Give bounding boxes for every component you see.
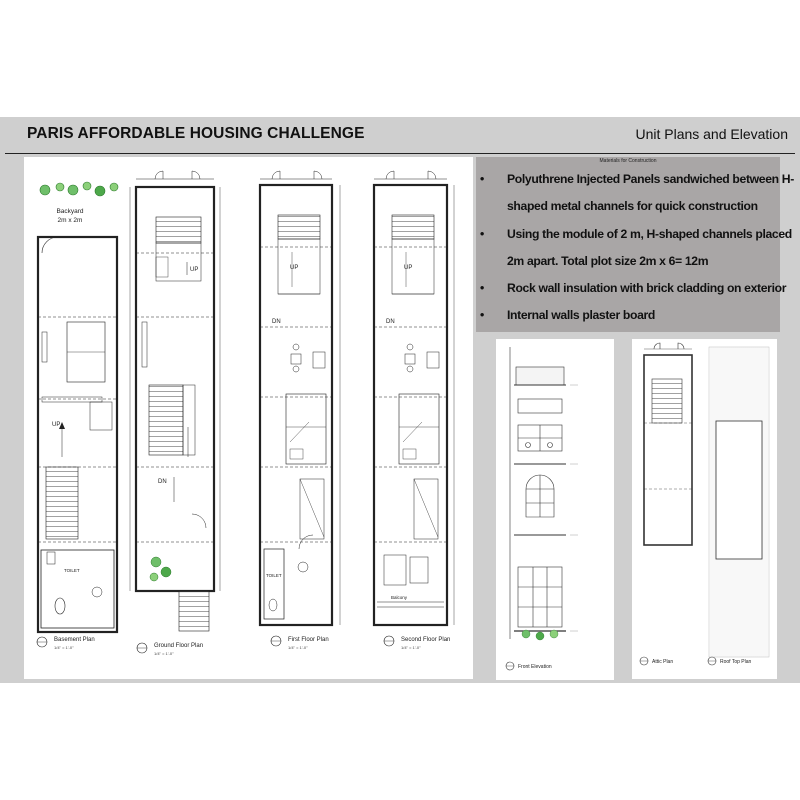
basement-toilet-label: TOILET (64, 568, 80, 573)
bullet-dot: • (480, 227, 484, 241)
material-line: shaped metal channels for quick construction (507, 199, 758, 213)
bullet-dot: • (480, 281, 484, 295)
materials-heading: Materials for Construction (599, 158, 657, 164)
first-plan-scale: 1/4" = 1'-0" (288, 645, 308, 650)
bullet-dot: • (480, 172, 484, 186)
sheet-subtitle: Unit Plans and Elevation (635, 126, 788, 142)
attic-rooftop-drawing (632, 339, 777, 679)
second-balcony-label: Balcony (391, 595, 408, 600)
basement-plan-scale: 1/4" = 1'-0" (54, 645, 74, 650)
first-up-label: UP (290, 265, 299, 271)
material-line: 2m apart. Total plot size 2m x 6= 12m (507, 254, 709, 268)
first-dn-label: DN (272, 319, 281, 325)
basement-plan-title: Basement Plan (54, 637, 95, 643)
rooftop-plan-title: Roof Top Plan (720, 659, 752, 665)
attic-plan-title: Attic Plan (652, 659, 674, 665)
basement-plan (37, 182, 118, 650)
ground-up-label: UP (190, 267, 199, 273)
floor-plans-panel (24, 157, 473, 679)
attic-rooftop-panel (632, 339, 777, 679)
first-plan-title: First Floor Plan (288, 637, 329, 643)
first-floor-plan (260, 171, 340, 650)
ground-floor-plan (130, 171, 220, 656)
second-plan-title: Second Floor Plan (401, 637, 451, 643)
backyard-size: 2m x 2m (57, 217, 83, 224)
ground-plan-title: Ground Floor Plan (154, 643, 204, 649)
backyard-label: Backyard (56, 208, 84, 215)
sheet-title: PARIS AFFORDABLE HOUSING CHALLENGE (27, 125, 365, 142)
ground-plan-scale: 1/4" = 1'-0" (154, 651, 174, 656)
basement-up-label: UP (52, 422, 61, 428)
second-dn-label: DN (386, 319, 395, 325)
second-plan-scale: 1/4" = 1'-0" (401, 645, 421, 650)
second-up-label: UP (404, 265, 413, 271)
title-rule (5, 153, 795, 154)
front-elevation-drawing (496, 339, 614, 680)
material-line: Polyuthrene Injected Panels sandwiched between H- (507, 172, 794, 186)
material-line: Internal walls plaster board (507, 308, 656, 322)
floor-plans-drawing (24, 157, 473, 679)
bullet-dot: • (480, 308, 484, 322)
first-toilet-label: TOILET (266, 573, 282, 578)
elevation-title: Front Elevation (518, 664, 552, 670)
backyard-plants (40, 182, 118, 196)
material-line: Rock wall insulation with brick cladding on exterior (507, 281, 787, 295)
material-line: Using the module of 2 m, H-shaped channels placed (507, 227, 792, 241)
front-elevation-panel (496, 339, 614, 680)
second-floor-plan (374, 171, 454, 650)
ground-dn-label: DN (158, 479, 167, 485)
